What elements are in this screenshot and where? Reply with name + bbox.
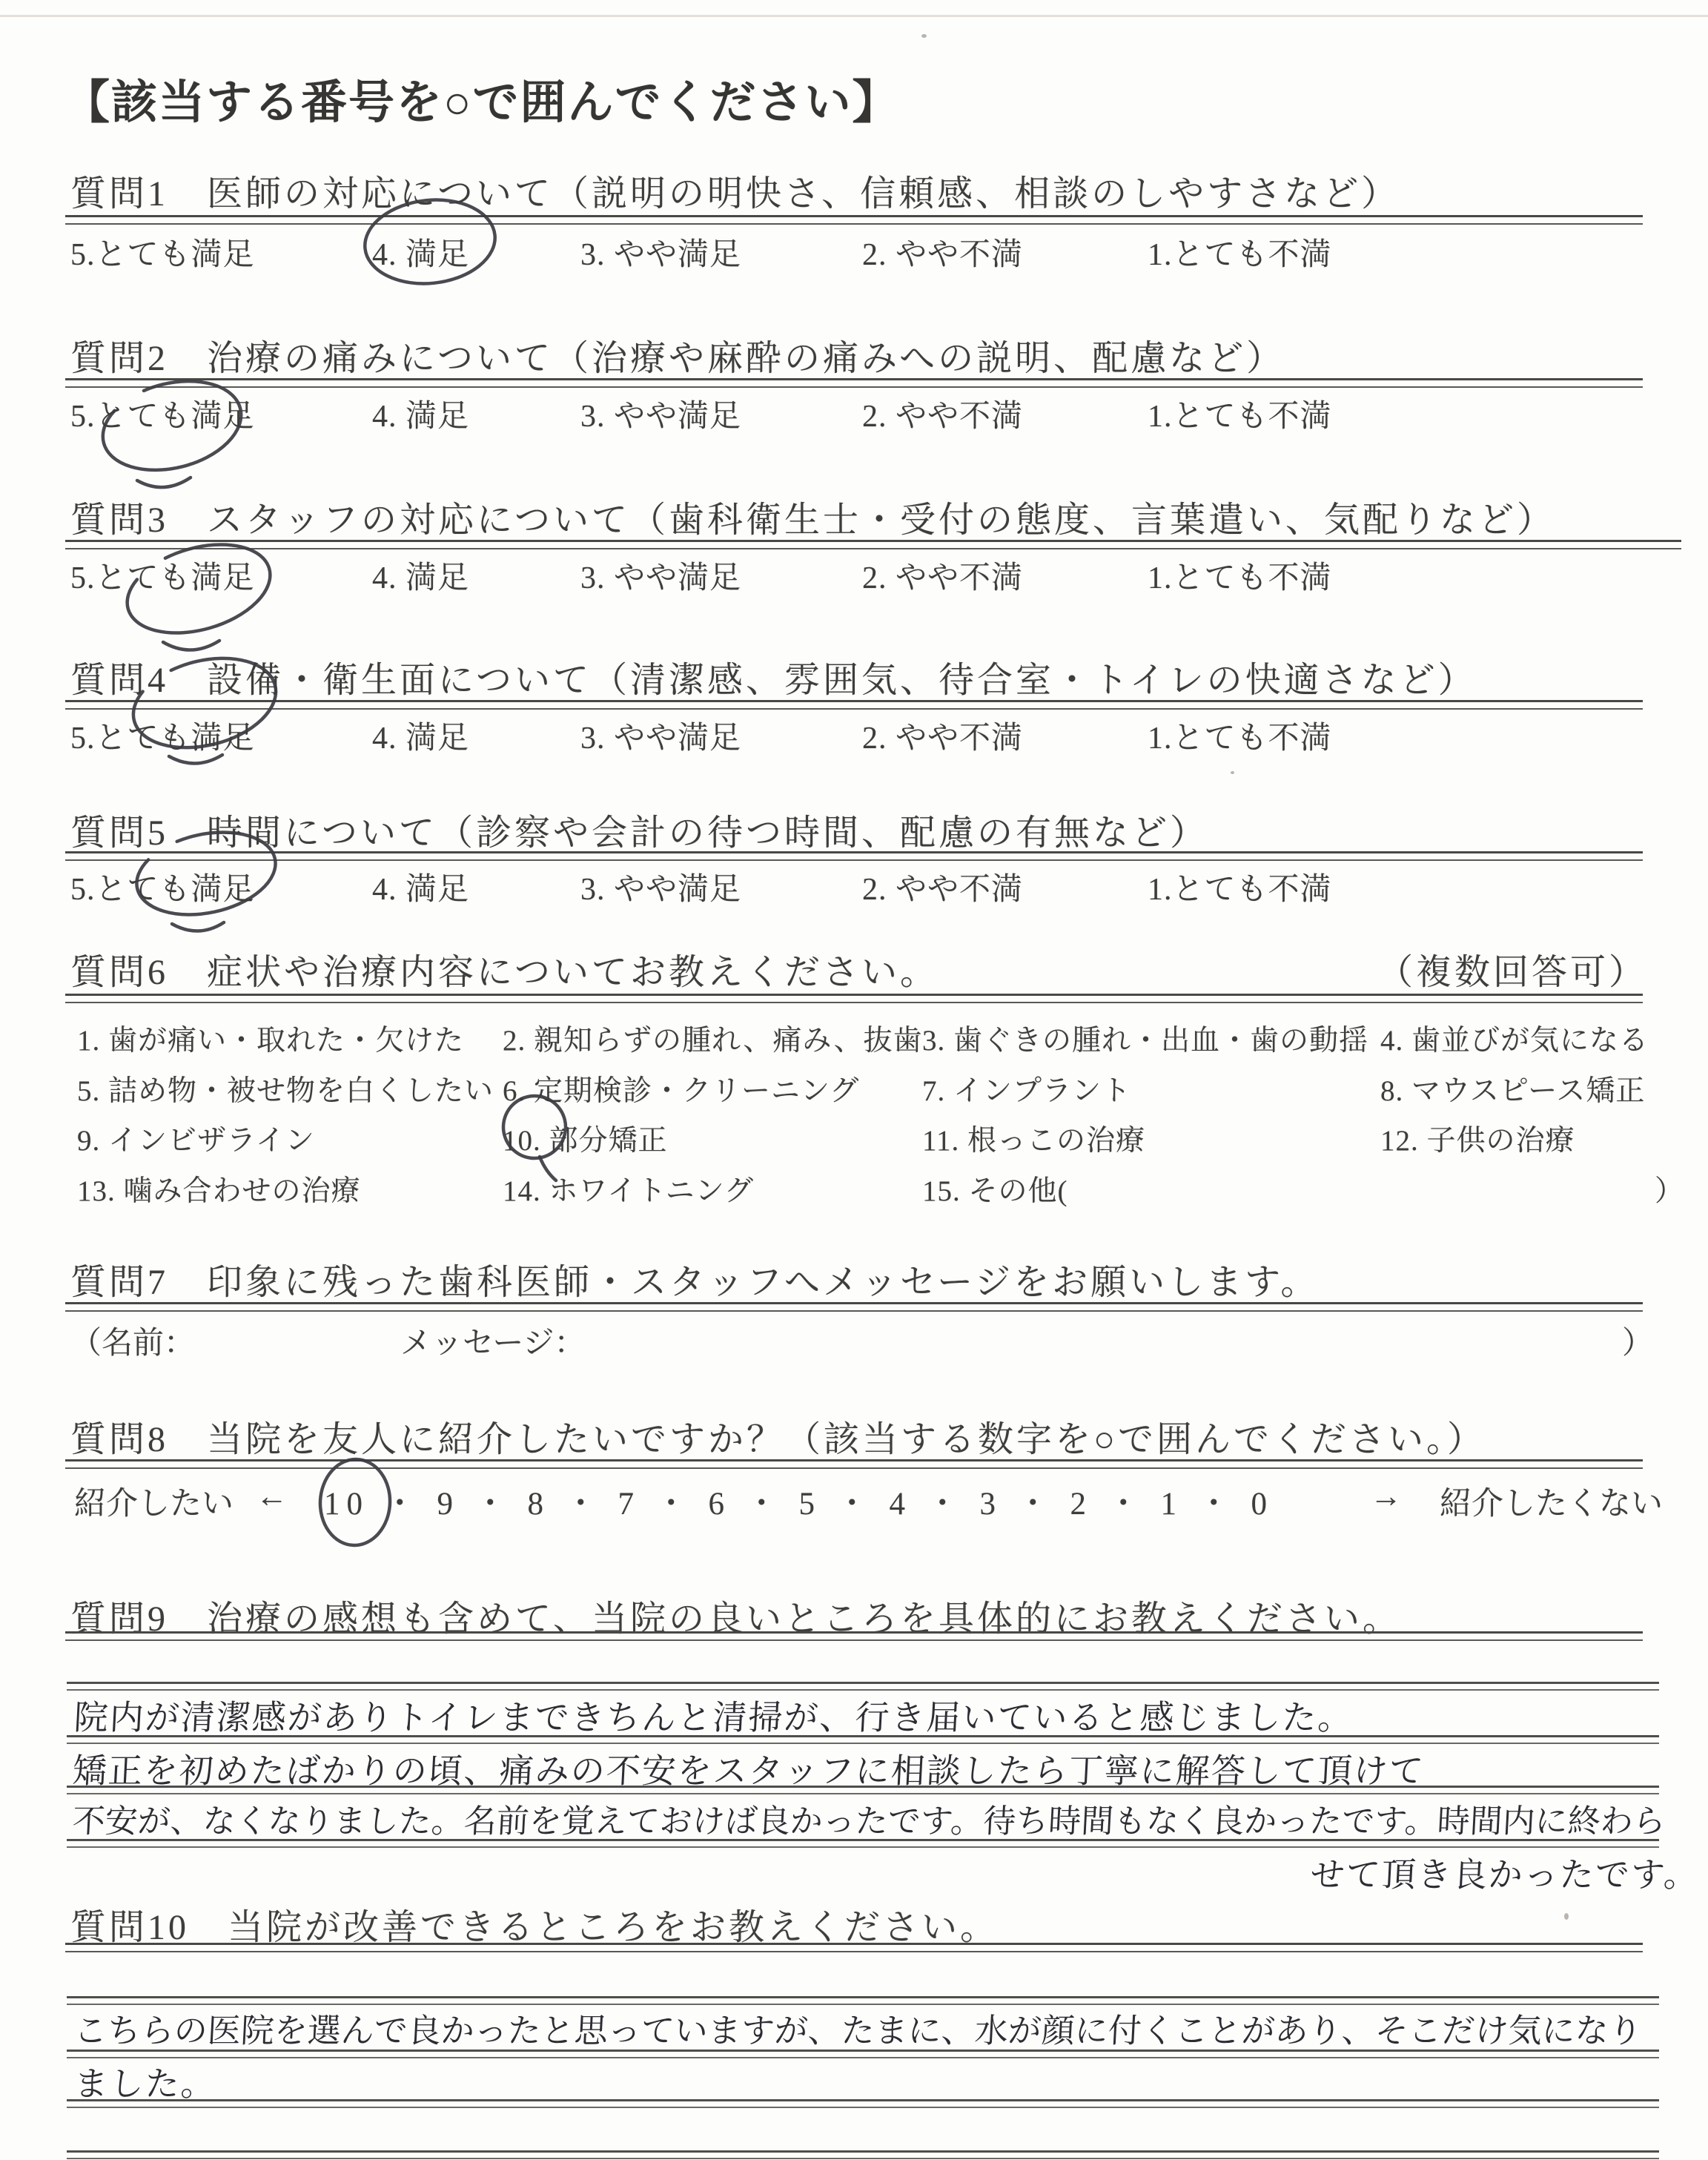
q10-heading: 質問10 当院が改善できるところをお教えください。 <box>70 1908 999 1947</box>
q8-score-scale: 10 ・ 9 ・ 8 ・ 7 ・ 6 ・ 5 ・ 4 ・ 3 ・ 2 ・ 1 ・ 0 <box>324 1487 1274 1522</box>
q6-heading: 質問6 症状や治療内容についてお教えください。 <box>70 953 939 992</box>
q10-answer-rule-4 <box>67 2150 1659 2159</box>
q6-item-3: 3. 歯ぐきの腫れ・出血・歯の動揺 <box>922 1025 1369 1057</box>
q6-item-11: 11. 根っこの治療 <box>922 1125 1146 1157</box>
q1-divider <box>65 215 1643 225</box>
q5-heading: 質問5 時間について（診察や会計の待つ時間、配慮の有無など） <box>70 813 1209 853</box>
q8-heading: 質問8 当院を友人に紹介したいですか？（該当する数字を○で囲んでください。） <box>70 1420 1486 1459</box>
q5-circle-tail <box>172 922 224 931</box>
q10-answer-rule-3 <box>67 2099 1659 2108</box>
q6-item-9: 9. インビザライン <box>77 1125 315 1157</box>
q6-item-14: 14. ホワイトニング <box>503 1175 754 1207</box>
q1-option-1: 1.とても不満 <box>1148 238 1332 272</box>
q9-answer-line-4: せて頂き良かったです。 <box>1309 1855 1701 1895</box>
q9-answer-line-1: 院内が清潔感がありトイレまできちんと清掃が、行き届いていると感じました。 <box>73 1697 1354 1737</box>
q4-option-1: 1.とても不満 <box>1148 721 1332 756</box>
q2-option-1: 1.とても不満 <box>1148 400 1332 434</box>
q6-item-8: 8. マウスピース矯正 <box>1380 1075 1646 1107</box>
q2-option-3: 3. やや満足 <box>580 400 742 434</box>
q2-heading: 質問2 治療の痛みについて（治療や麻酔の痛みへの説明、配慮など） <box>70 339 1285 378</box>
q4-heading: 質問4 設備・衛生面について（清潔感、雰囲気、待合室・トイレの快適さなど） <box>70 661 1477 700</box>
q1-option-5: 5.とても満足 <box>70 238 255 272</box>
q3-option-1: 1.とても不満 <box>1148 561 1332 595</box>
q7-name-label: （名前： <box>70 1327 196 1361</box>
q6-multi-answer-note: （複数回答可） <box>1377 953 1647 992</box>
q7-message-label: メッセージ： <box>400 1327 586 1361</box>
scan-speck <box>921 34 927 38</box>
q3-option-2: 2. やや不満 <box>862 561 1024 595</box>
q1-option-4: 4. 満足 <box>372 238 470 272</box>
q6-item-7: 7. インプラント <box>922 1075 1132 1107</box>
q5-option-5: 5.とても満足 <box>70 873 255 907</box>
q1-option-2: 2. やや不満 <box>862 238 1024 272</box>
q10-answer-line-2: ました。 <box>73 2064 218 2104</box>
q2-option-2: 2. やや不満 <box>862 400 1024 434</box>
q9-answer-line-2: 矯正を初めたばかりの頃、痛みの不安をスタッフに相談したら丁寧に解答して頂けて <box>71 1751 1426 1791</box>
scan-edge-artifact <box>0 15 1708 17</box>
q9-answer-rule-1 <box>67 1682 1659 1691</box>
q3-divider <box>65 540 1681 549</box>
q3-option-4: 4. 満足 <box>372 561 470 595</box>
q3-circle-tail <box>163 641 219 650</box>
q6-divider <box>65 994 1643 1003</box>
q7-divider <box>65 1302 1643 1312</box>
q4-option-5: 5.とても満足 <box>70 721 255 756</box>
q3-option-3: 3. やや満足 <box>580 561 742 595</box>
q10-divider <box>65 1943 1643 1952</box>
q6-item-2: 2. 親知らずの腫れ、痛み、抜歯 <box>503 1025 923 1057</box>
q5-option-4: 4. 満足 <box>372 873 470 907</box>
q8-divider <box>65 1459 1643 1469</box>
q6-item-15-close-paren: ） <box>1655 1175 1685 1207</box>
q9-answer-line-3: 不安が、なくなりました。名前を覚えておけば良かったです。待ち時間もなく良かったです。時間内に終わら <box>71 1803 1667 1840</box>
q6-item-1: 1. 歯が痛い・取れた・欠けた <box>77 1025 465 1057</box>
q4-option-3: 3. やや満足 <box>580 721 742 756</box>
q6-item-13: 13. 噛み合わせの治療 <box>77 1175 361 1207</box>
q6-item-10: 10. 部分矯正 <box>503 1125 668 1157</box>
q8-right-label: 紹介したくない <box>1440 1487 1663 1522</box>
q7-close-paren: ） <box>1621 1327 1653 1361</box>
q2-circle-tail <box>137 478 191 487</box>
q4-option-4: 4. 満足 <box>372 721 470 756</box>
q5-divider <box>65 851 1643 861</box>
q6-item-4: 4. 歯並びが気になる <box>1380 1025 1649 1057</box>
page-title: 【該当する番号を○で囲んでください】 <box>64 78 900 128</box>
q6-item-15: 15. その他( <box>922 1175 1068 1207</box>
q1-option-3: 3. やや満足 <box>580 238 742 272</box>
q4-option-2: 2. やや不満 <box>862 721 1024 756</box>
q6-item-12: 12. 子供の治療 <box>1380 1125 1575 1157</box>
q5-option-3: 3. やや満足 <box>580 873 742 907</box>
q3-option-5: 5.とても満足 <box>70 561 255 595</box>
q8-left-label: 紹介したい <box>74 1487 234 1522</box>
q2-option-5: 5.とても満足 <box>70 400 255 434</box>
scan-speck <box>1231 771 1234 774</box>
q8-right-arrow-icon: → <box>1370 1479 1402 1514</box>
scan-speck <box>1564 1913 1569 1920</box>
q7-heading: 質問7 印象に残った歯科医師・スタッフへメッセージをお願いします。 <box>70 1263 1320 1302</box>
q2-divider <box>65 378 1643 388</box>
q10-answer-line-1: こちらの医院を選んで良かったと思っていますが、たまに、水が顔に付くことがあり、そこだけ気になり <box>73 2011 1644 2050</box>
q5-option-1: 1.とても不満 <box>1148 873 1332 907</box>
q4-divider <box>65 700 1643 710</box>
q3-heading: 質問3 スタッフの対応について（歯科衛生士・受付の態度、言葉遣い、気配りなど） <box>70 501 1556 540</box>
q1-heading: 質問1 医師の対応について（説明の明快さ、信頼感、相談のしやすさなど） <box>70 174 1400 214</box>
q2-option-4: 4. 満足 <box>372 400 470 434</box>
q6-item-5: 5. 詰め物・被せ物を白くしたい <box>77 1075 494 1107</box>
q5-option-2: 2. やや不満 <box>862 873 1024 907</box>
q8-left-arrow-icon: ← <box>256 1479 288 1514</box>
q9-heading: 質問9 治療の感想も含めて、当院の良いところを具体的にお教えください。 <box>70 1599 1402 1639</box>
q9-divider <box>65 1631 1643 1641</box>
q6-item-6: 6. 定期検診・クリーニング <box>503 1075 860 1107</box>
